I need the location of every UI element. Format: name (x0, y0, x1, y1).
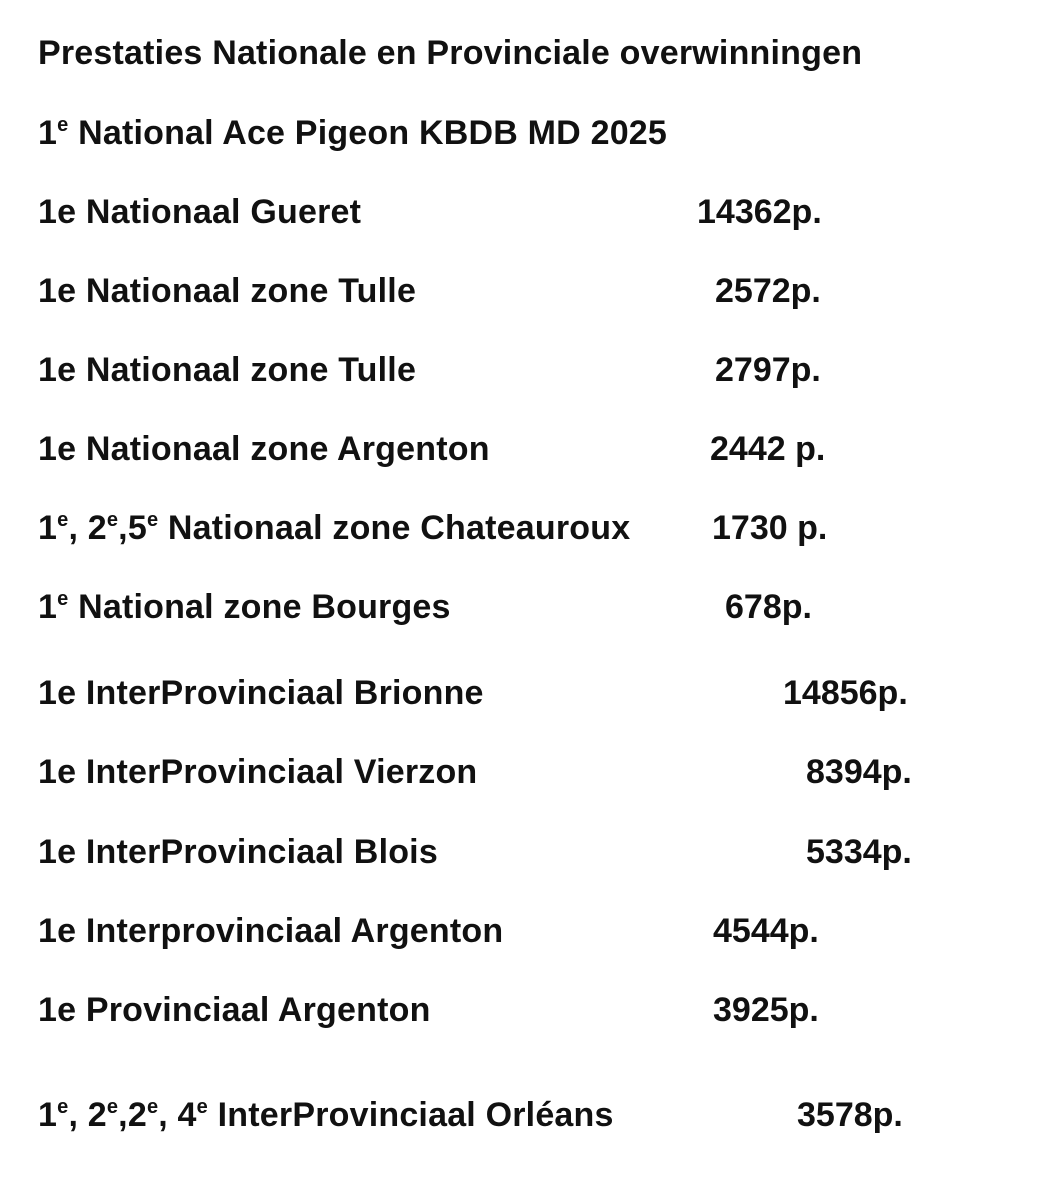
label-suffix: e (146, 508, 159, 531)
label-part: ,2 (118, 1096, 147, 1134)
label-suffix: e (57, 1095, 69, 1118)
label-part: Nationaal zone Chateauroux (158, 509, 631, 547)
page-title: Prestaties Nationale en Provinciale overwinningen (38, 34, 863, 72)
label-suffix: e (196, 1095, 208, 1118)
result-count: 14362p. (697, 193, 822, 231)
label-suffix: e (106, 508, 119, 531)
ace-text: National Ace Pigeon KBDB MD 2025 (68, 114, 668, 152)
result-label: 1e Nationaal zone Tulle (38, 272, 417, 310)
result-count: 8394p. (806, 753, 912, 791)
result-label: 1e Nationaal zone Argenton (38, 430, 490, 468)
label-part: 1 (38, 509, 58, 547)
ace-rank-suffix: e (57, 113, 69, 136)
result-count: 3578p. (797, 1096, 903, 1134)
label-part: , 4 (158, 1096, 197, 1134)
label-part: InterProvinciaal Orléans (208, 1096, 614, 1134)
result-count: 14856p. (783, 674, 908, 712)
result-count: 1730 p. (712, 509, 828, 547)
label-part: , 2 (68, 1096, 107, 1134)
ace-rank: 1 (38, 114, 58, 152)
label-part: 1 (38, 588, 58, 626)
result-label: 1e InterProvinciaal Vierzon (38, 753, 478, 791)
result-label: 1e Nationaal zone Tulle (38, 351, 417, 389)
result-label: 1e Nationaal Gueret (38, 193, 362, 231)
label-part: ,5 (118, 509, 147, 547)
result-label: 1e InterProvinciaal Brionne (38, 674, 484, 712)
result-label: 1e Interprovinciaal Argenton (38, 912, 504, 950)
result-count: 4544p. (713, 912, 819, 950)
label-part: 1 (38, 1096, 58, 1134)
label-suffix: e (146, 1095, 159, 1118)
ace-pigeon-line (38, 113, 667, 153)
result-count: 2797p. (715, 351, 821, 389)
label-suffix: e (106, 1095, 119, 1118)
result-count: 3925p. (713, 991, 819, 1029)
result-count: 678p. (725, 588, 812, 626)
result-count: 2442 p. (710, 430, 826, 468)
result-label (38, 587, 451, 627)
result-label (38, 1095, 614, 1135)
result-label: 1e InterProvinciaal Blois (38, 833, 438, 871)
result-label (38, 508, 630, 548)
label-part: , 2 (68, 509, 107, 547)
label-part: National zone Bourges (68, 588, 451, 626)
result-count: 5334p. (806, 833, 912, 871)
label-suffix: e (57, 587, 69, 610)
result-label: 1e Provinciaal Argenton (38, 991, 431, 1029)
label-suffix: e (57, 508, 69, 531)
result-count: 2572p. (715, 272, 821, 310)
